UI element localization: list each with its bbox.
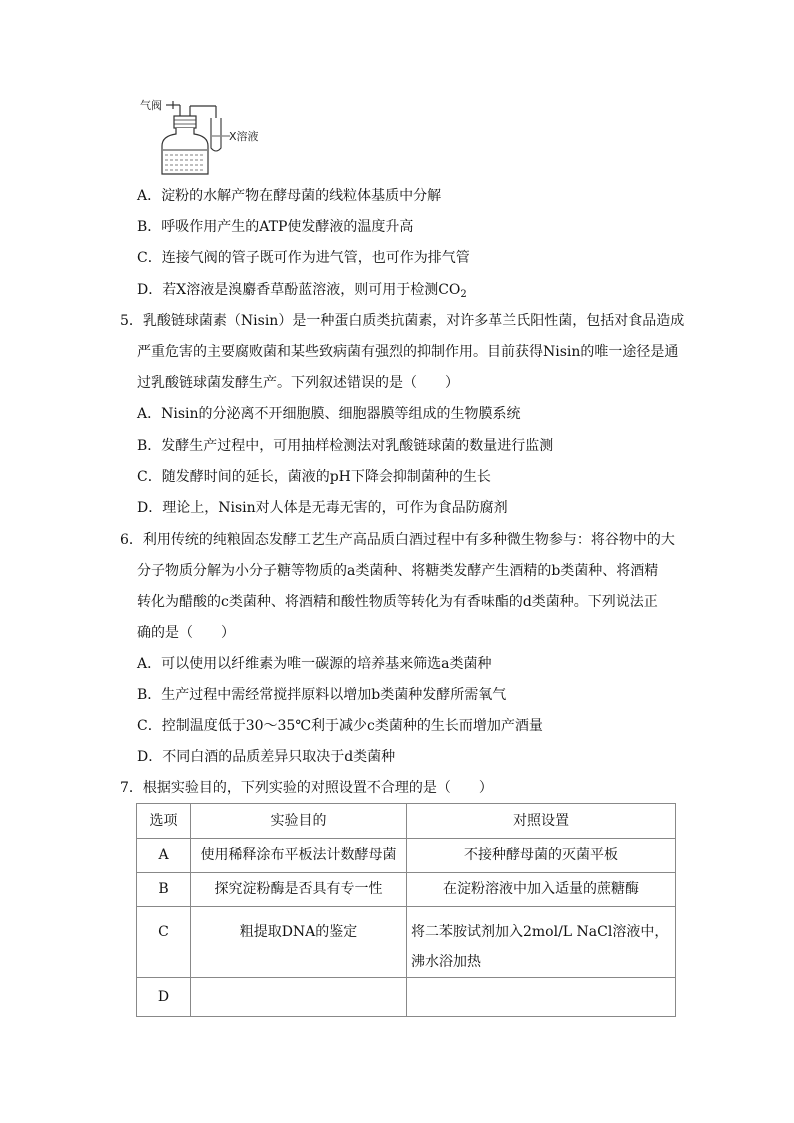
row-control: 不接种酵母菌的灭菌平板 — [407, 839, 676, 873]
table-row — [137, 978, 676, 1017]
row-purpose — [191, 978, 407, 1017]
table-row — [137, 907, 676, 978]
q7-stem: 7．根据实验目的，下列实验的对照设置不合理的是（ ） — [120, 780, 493, 796]
header-purpose: 实验目的 — [191, 804, 407, 839]
table-header-row — [137, 804, 676, 839]
q6-stem-line-3: 转化为醋酸的c类菌种、将酒精和酸性物质等转化为有香味酯的d类菌种。下列说法正 — [137, 594, 658, 610]
q5-stem-line-3: 过乳酸链球菌发酵生产。下列叙述错误的是（ ） — [137, 375, 459, 391]
row-option: B — [137, 873, 191, 907]
q6-stem-line-2: 分子物质分解为小分子糖等物质的a类菌种、将糖类发酵产生酒精的b类菌种、将酒精 — [137, 563, 659, 579]
q6-option-a: A．可以使用以纤维素为唯一碳源的培养基来筛选a类菌种 — [137, 656, 492, 672]
q5-stem-line-1: 5．乳酸链球菌素（Nisin）是一种蛋白质类抗菌素，对许多革兰氏阳性菌，包括对食品造成 — [120, 313, 685, 329]
q5-stem-line-2: 严重危害的主要腐败菌和某些致病菌有强烈的抑制作用。目前获得Nisin的唯一途径是通 — [137, 344, 679, 360]
valve-label: 气阀 — [140, 99, 162, 112]
table-row — [137, 839, 676, 873]
row-purpose: 探究淀粉酶是否具有专一性 — [191, 873, 407, 907]
fermentation-apparatus-figure — [140, 96, 270, 178]
row-control: 将二苯胺试剂加入2mol/L NaCl溶液中，沸水浴加热 — [411, 924, 669, 970]
row-control — [407, 978, 676, 1017]
q6-option-d: D．不同白酒的品质差异只取决于d类菌种 — [137, 749, 396, 765]
row-option: C — [158, 924, 169, 940]
q5-option-d: D．理论上，Nisin对人体是无毒无害的，可作为食品防腐剂 — [137, 500, 508, 516]
row-purpose: 使用稀释涂布平板法计数酵母菌 — [191, 839, 407, 873]
q4-option-a: A．淀粉的水解产物在酵母菌的线粒体基质中分解 — [137, 188, 442, 204]
header-option: 选项 — [137, 804, 191, 839]
q5-option-b: B．发酵生产过程中，可用抽样检测法对乳酸链球菌的数量进行监测 — [137, 438, 554, 454]
experiment-table — [136, 803, 676, 1017]
subscript-2: 2 — [460, 289, 467, 300]
q4-option-b: B．呼吸作用产生的ATP使发酵液的温度升高 — [137, 219, 414, 235]
q4-option-c: C．连接气阀的管子既可作为进气管，也可作为排气管 — [137, 250, 470, 266]
q6-stem-line-4: 确的是（ ） — [137, 625, 235, 641]
q5-option-c: C．随发酵时间的延长，菌液的pH下降会抑制菌种的生长 — [137, 469, 491, 485]
q6-option-b: B．生产过程中需经常搅拌原料以增加b类菌种发酵所需氧气 — [137, 687, 507, 703]
row-option: D — [137, 978, 191, 1017]
q4-option-d — [137, 281, 467, 304]
q6-stem-line-1: 6．利用传统的纯粮固态发酵工艺生产高品质白酒过程中有多种微生物参与：将谷物中的大 — [120, 532, 675, 548]
row-control: 在淀粉溶液中加入适量的蔗糖酶 — [407, 873, 676, 907]
header-control: 对照设置 — [407, 804, 676, 839]
q4-option-d-text: D．若X溶液是溴麝香草酚蓝溶液，则可用于检测CO — [137, 282, 461, 298]
q5-option-a: A．Nisin的分泌离不开细胞膜、细胞器膜等组成的生物膜系统 — [137, 406, 521, 422]
row-option: A — [137, 839, 191, 873]
solution-label: X溶液 — [229, 130, 259, 143]
row-purpose: 粗提取DNA的鉴定 — [239, 924, 358, 940]
table-row — [137, 873, 676, 907]
q6-option-c: C．控制温度低于30～35℃利于减少c类菌种的生长而增加产酒量 — [137, 718, 543, 734]
